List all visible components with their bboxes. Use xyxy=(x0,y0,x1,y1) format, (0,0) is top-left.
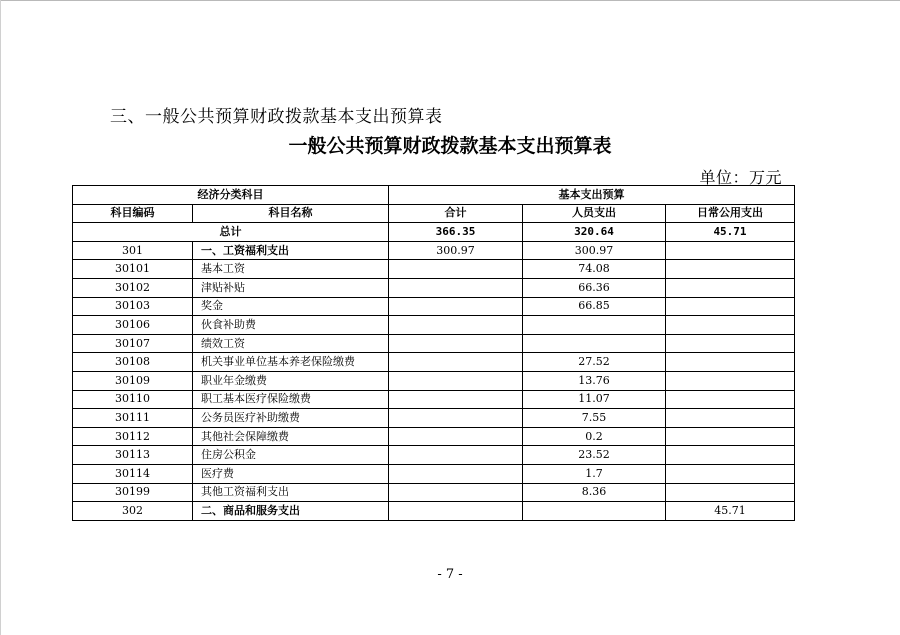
row-code: 30103 xyxy=(73,297,193,316)
row-personnel: 66.85 xyxy=(523,297,666,316)
table-row xyxy=(73,409,795,428)
table-row xyxy=(73,241,795,260)
budget-table xyxy=(72,185,795,521)
header-economic-classification: 经济分类科目 xyxy=(73,186,389,205)
row-daily xyxy=(666,390,795,409)
row-personnel: 66.36 xyxy=(523,278,666,297)
row-name: 伙食补助费 xyxy=(193,316,389,335)
row-daily xyxy=(666,278,795,297)
row-code: 30101 xyxy=(73,260,193,279)
row-personnel: 8.36 xyxy=(523,483,666,502)
row-daily xyxy=(666,483,795,502)
total-personnel: 320.64 xyxy=(523,223,666,242)
row-total: 300.97 xyxy=(389,241,523,260)
row-name: 津贴补贴 xyxy=(193,278,389,297)
row-personnel: 23.52 xyxy=(523,446,666,465)
table-row xyxy=(73,390,795,409)
row-total xyxy=(389,353,523,372)
total-row xyxy=(73,223,795,242)
row-code: 30113 xyxy=(73,446,193,465)
row-total xyxy=(389,371,523,390)
row-name: 医疗费 xyxy=(193,464,389,483)
row-code: 30110 xyxy=(73,390,193,409)
row-code: 301 xyxy=(73,241,193,260)
page-number: - 7 - xyxy=(437,567,463,582)
header-code: 科目编码 xyxy=(73,204,193,223)
row-daily xyxy=(666,464,795,483)
row-daily xyxy=(666,353,795,372)
table-row xyxy=(73,483,795,502)
row-daily xyxy=(666,260,795,279)
unit-label: 单位：万元 xyxy=(699,168,782,187)
row-code: 30114 xyxy=(73,464,193,483)
row-personnel: 1.7 xyxy=(523,464,666,483)
table-row xyxy=(73,353,795,372)
header-column-row xyxy=(73,204,795,223)
row-total xyxy=(389,316,523,335)
header-name: 科目名称 xyxy=(193,204,389,223)
row-personnel: 300.97 xyxy=(523,241,666,260)
header-personnel: 人员支出 xyxy=(523,204,666,223)
row-code: 30111 xyxy=(73,409,193,428)
row-daily xyxy=(666,409,795,428)
table-row xyxy=(73,371,795,390)
row-daily xyxy=(666,297,795,316)
table-row xyxy=(73,260,795,279)
row-name: 职工基本医疗保险缴费 xyxy=(193,390,389,409)
row-name: 其他工资福利支出 xyxy=(193,483,389,502)
row-name: 奖金 xyxy=(193,297,389,316)
total-label: 总计 xyxy=(73,223,389,242)
row-total xyxy=(389,390,523,409)
row-code: 302 xyxy=(73,502,193,521)
row-personnel xyxy=(523,316,666,335)
row-total xyxy=(389,297,523,316)
page-frame-top xyxy=(0,0,900,1)
row-total xyxy=(389,427,523,446)
row-total xyxy=(389,260,523,279)
total-daily: 45.71 xyxy=(666,223,795,242)
row-code: 30112 xyxy=(73,427,193,446)
row-code: 30108 xyxy=(73,353,193,372)
row-name: 一、工资福利支出 xyxy=(193,241,389,260)
row-daily xyxy=(666,427,795,446)
table-row xyxy=(73,502,795,521)
row-personnel: 13.76 xyxy=(523,371,666,390)
row-daily: 45.71 xyxy=(666,502,795,521)
row-personnel: 0.2 xyxy=(523,427,666,446)
row-daily xyxy=(666,446,795,465)
table-row xyxy=(73,297,795,316)
row-personnel: 74.08 xyxy=(523,260,666,279)
row-code: 30199 xyxy=(73,483,193,502)
table-row xyxy=(73,316,795,335)
row-name: 住房公积金 xyxy=(193,446,389,465)
row-total xyxy=(389,278,523,297)
row-total xyxy=(389,446,523,465)
row-name: 基本工资 xyxy=(193,260,389,279)
table-row xyxy=(73,446,795,465)
total-sum: 366.35 xyxy=(389,223,523,242)
header-group-row xyxy=(73,186,795,205)
row-name: 其他社会保障缴费 xyxy=(193,427,389,446)
header-daily-public: 日常公用支出 xyxy=(666,204,795,223)
row-code: 30102 xyxy=(73,278,193,297)
table-row xyxy=(73,278,795,297)
document-title: 一般公共预算财政拨款基本支出预算表 xyxy=(288,135,612,157)
row-total xyxy=(389,409,523,428)
row-name: 机关事业单位基本养老保险缴费 xyxy=(193,353,389,372)
header-total: 合计 xyxy=(389,204,523,223)
row-personnel: 27.52 xyxy=(523,353,666,372)
table-row xyxy=(73,334,795,353)
section-heading: 三、一般公共预算财政拨款基本支出预算表 xyxy=(110,107,443,127)
row-code: 30109 xyxy=(73,371,193,390)
table-row xyxy=(73,427,795,446)
row-total xyxy=(389,464,523,483)
row-daily xyxy=(666,371,795,390)
row-total xyxy=(389,502,523,521)
row-total xyxy=(389,334,523,353)
row-daily xyxy=(666,334,795,353)
row-total xyxy=(389,483,523,502)
row-personnel: 7.55 xyxy=(523,409,666,428)
row-daily xyxy=(666,316,795,335)
row-name: 绩效工资 xyxy=(193,334,389,353)
row-daily xyxy=(666,241,795,260)
row-personnel xyxy=(523,502,666,521)
page-frame-left xyxy=(0,0,1,635)
table-row xyxy=(73,464,795,483)
row-name: 职业年金缴费 xyxy=(193,371,389,390)
header-basic-expenditure: 基本支出预算 xyxy=(389,186,795,205)
row-name: 公务员医疗补助缴费 xyxy=(193,409,389,428)
row-name: 二、商品和服务支出 xyxy=(193,502,389,521)
row-personnel: 11.07 xyxy=(523,390,666,409)
row-personnel xyxy=(523,334,666,353)
row-code: 30107 xyxy=(73,334,193,353)
row-code: 30106 xyxy=(73,316,193,335)
